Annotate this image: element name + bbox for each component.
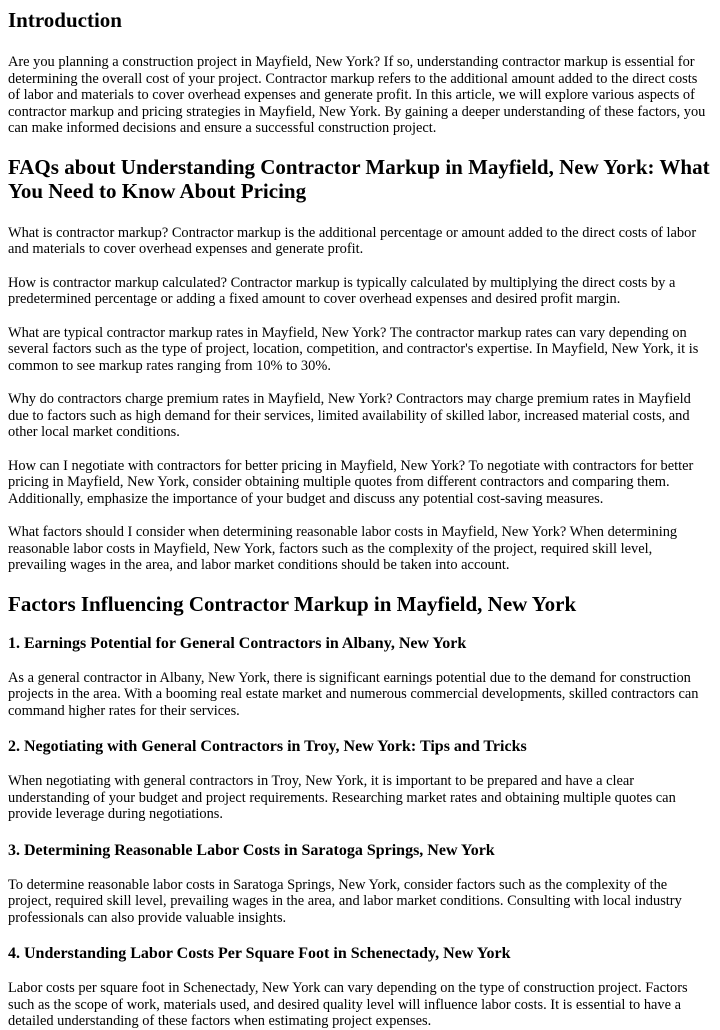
faq-item-6: What factors should I consider when determining reasonable labor costs in Mayfield, New York? When determining reasonable labor costs in Mayfield, New York, factors such as the complexity of the project, required skill level, prevailing wages in the area, and labor market conditions should be taken into account. (8, 524, 678, 573)
factor-1-body: As a general contractor in Albany, New York, there is significant earnings potential due to the demand for construction projects in the area. With a booming real estate market and numerous commercial developments, skilled contractors can command higher rates for their services. (8, 669, 699, 719)
intro-paragraph: Are you planning a construction project in Mayfield, New York? If so, understanding contractor markup is essential for determining the overall cost of your project. Contractor markup refers to the additional amount added to the direct costs of labor and materials to cover overhead expenses and generate profit. In this article, we will explore various aspects of contractor markup and pricing strategies in Mayfield, New York. By gaining a deeper understanding of these factors, you can make informed decisions and ensure a successful construction project. (8, 54, 706, 136)
faqs-heading: FAQs about Understanding Contractor Markup in Mayfield, New York: What You Need to Know About Pricing (8, 154, 710, 203)
factors-heading: Factors Influencing Contractor Markup in Mayfield, New York (8, 591, 577, 616)
article (0, 8, 720, 1030)
factor-3-title: 3. Determining Reasonable Labor Costs in Saratoga Springs, New York (8, 841, 495, 859)
faq-item-3: What are typical contractor markup rates in Mayfield, New York? The contractor markup rates can vary depending on several factors such as the type of project, location, competition, and contractor's expertise. In Mayfield, New York, it is common to see markup rates ranging from 10% to 30%. (8, 324, 699, 374)
factor-4-body: Labor costs per square foot in Schenectady, New York can vary depending on the type of construction project. Factors such as the scope of work, materials used, and desired quality level will influence labor costs. It is essential to have a detailed understanding of these factors when estimating project expenses. (8, 980, 688, 1029)
intro-heading: Introduction (8, 8, 122, 32)
faq-item-5: How can I negotiate with contractors for better pricing in Mayfield, New York? To negotiate with contractors for better pricing in Mayfield, New York, consider obtaining multiple quotes from different contractors and comparing them. Additionally, emphasize the importance of your budget and discuss any potential cost-saving measures. (8, 457, 694, 507)
factor-3-body: To determine reasonable labor costs in Saratoga Springs, New York, consider factors such as the complexity of the project, required skill level, prevailing wages in the area, and labor market conditions. Consulting with local industry professionals can also provide valuable insights. (8, 876, 682, 926)
faq-item-1: What is contractor markup? Contractor markup is the additional percentage or amount added to the direct costs of labor and materials to cover overhead expenses and generate profit. (8, 224, 697, 257)
faq-item-2: How is contractor markup calculated? Contractor markup is typically calculated by multiplying the direct costs by a predetermined percentage or adding a fixed amount to cover overhead expenses and desired profit margin. (8, 274, 676, 307)
faq-item-4: Why do contractors charge premium rates in Mayfield, New York? Contractors may charge premium rates in Mayfield due to factors such as high demand for their services, limited availability of skilled labor, increased material costs, and other local market conditions. (8, 391, 691, 440)
factor-4-title: 4. Understanding Labor Costs Per Square Foot in Schenectady, New York (8, 945, 511, 962)
factor-1-title: 1. Earnings Potential for General Contractors in Albany, New York (8, 634, 467, 652)
factor-2-title: 2. Negotiating with General Contractors in Troy, New York: Tips and Tricks (8, 738, 527, 755)
factor-2-body: When negotiating with general contractors in Troy, New York, it is important to be prepared and have a clear understanding of your budget and project requirements. Researching market rates and obtaining multiple quotes can provide leverage during negotiations. (8, 773, 676, 822)
